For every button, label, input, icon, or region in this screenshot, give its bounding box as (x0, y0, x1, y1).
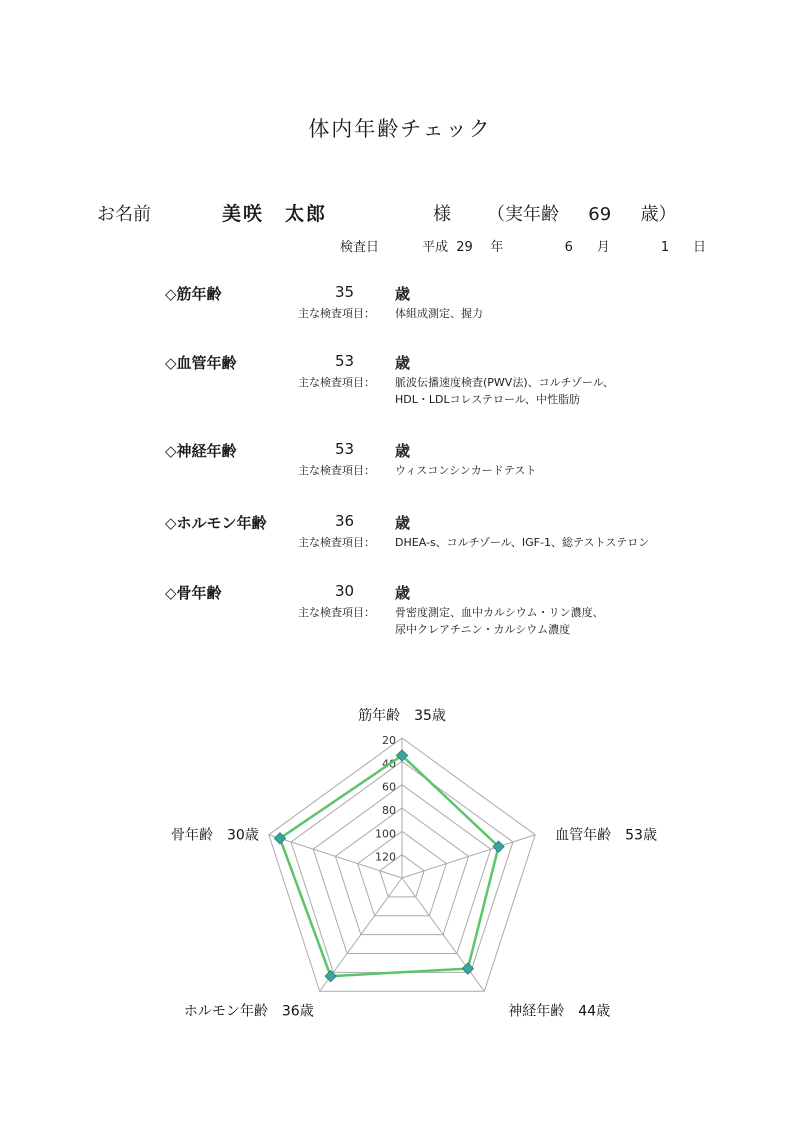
item-label: ◇筋年齢 (165, 285, 222, 303)
exam-date-year: 29 (456, 240, 473, 255)
tick-label: 80 (382, 804, 396, 817)
patient-name: 美咲 太郎 (222, 203, 328, 225)
exam-date-era: 平成 (422, 240, 449, 255)
item-detail-label: 主な検査項目： (298, 464, 375, 477)
item-unit: 歳 (395, 285, 411, 303)
honorific: 様 (433, 204, 451, 225)
exam-date (340, 236, 706, 255)
grid-spoke (402, 835, 535, 878)
exam-date-day-unit: 日 (692, 240, 706, 255)
exam-date-day: 1 (660, 240, 670, 255)
item-detail (395, 604, 604, 638)
axis-label: ホルモン年齢 36歳 (183, 1003, 314, 1020)
item-detail-label: 主な検査項目： (298, 536, 375, 549)
item-value: 35 (335, 283, 355, 301)
axis-label: 筋年齢 35歳 (358, 708, 446, 724)
item-detail (395, 534, 649, 551)
item-unit: 歳 (395, 514, 411, 532)
item-detail-label: 主な検査項目： (298, 376, 375, 389)
exam-date-label: 検査日 (340, 240, 380, 255)
item-detail (395, 305, 483, 322)
tick-label: 100 (375, 827, 396, 841)
item-detail-line: DHEA-s、コルチゾール、IGF-1、総テストステロン (395, 536, 650, 549)
axis-label: 骨年齢 30歳 (171, 827, 259, 844)
axis-label: 血管年齢 53歳 (555, 827, 657, 844)
page-title: 体内年齢チェック (308, 117, 492, 141)
actual-age-open: （実年齢 (487, 204, 559, 225)
item-value: 36 (335, 512, 355, 530)
actual-age-value: 69 (588, 204, 612, 225)
item-detail-line: 骨密度測定、血中カルシウム・リン濃度、 (395, 606, 604, 619)
item-unit: 歳 (395, 442, 411, 460)
item-value: 30 (335, 582, 355, 600)
tick-label: 60 (382, 780, 396, 794)
exam-date-month-unit: 月 (596, 240, 610, 255)
axis-label: 神経年齢 44歳 (508, 1003, 611, 1020)
item-label: ◇神経年齢 (165, 442, 237, 460)
item-detail-label: 主な検査項目： (298, 307, 375, 320)
item-label: ◇血管年齢 (165, 354, 237, 372)
tick-label: 40 (382, 757, 396, 771)
item-unit: 歳 (395, 584, 411, 602)
item-value: 53 (335, 440, 355, 458)
item-detail-line: ウィスコンシンカードテスト (395, 464, 537, 477)
item-unit: 歳 (395, 354, 411, 372)
item-label: ◇ホルモン年齢 (165, 514, 267, 532)
name-label: お名前 (97, 204, 151, 225)
tick-label: 120 (375, 850, 396, 864)
actual-age-unit: 歳） (640, 204, 677, 225)
tick-label: 20 (382, 734, 396, 747)
item-label: ◇骨年齢 (165, 584, 222, 602)
item-value: 53 (335, 352, 355, 370)
exam-date-year-unit: 年 (490, 240, 504, 255)
item-detail-line: 脈波伝播速度検査(PWV法)、コルチゾール、 (395, 376, 614, 389)
item-detail-label: 主な検査項目： (298, 606, 375, 619)
actual-age (487, 200, 676, 226)
exam-date-month: 6 (564, 240, 573, 255)
body-age-radar-chart (0, 690, 800, 1020)
item-detail (395, 462, 536, 479)
item-detail-line: 体組成測定、握力 (395, 307, 483, 320)
item-detail-line: 尿中クレアチニン・カルシウム濃度 (395, 623, 571, 636)
item-detail (395, 374, 614, 408)
item-detail-line: HDL・LDLコレステロール、中性脂肪 (395, 393, 580, 406)
